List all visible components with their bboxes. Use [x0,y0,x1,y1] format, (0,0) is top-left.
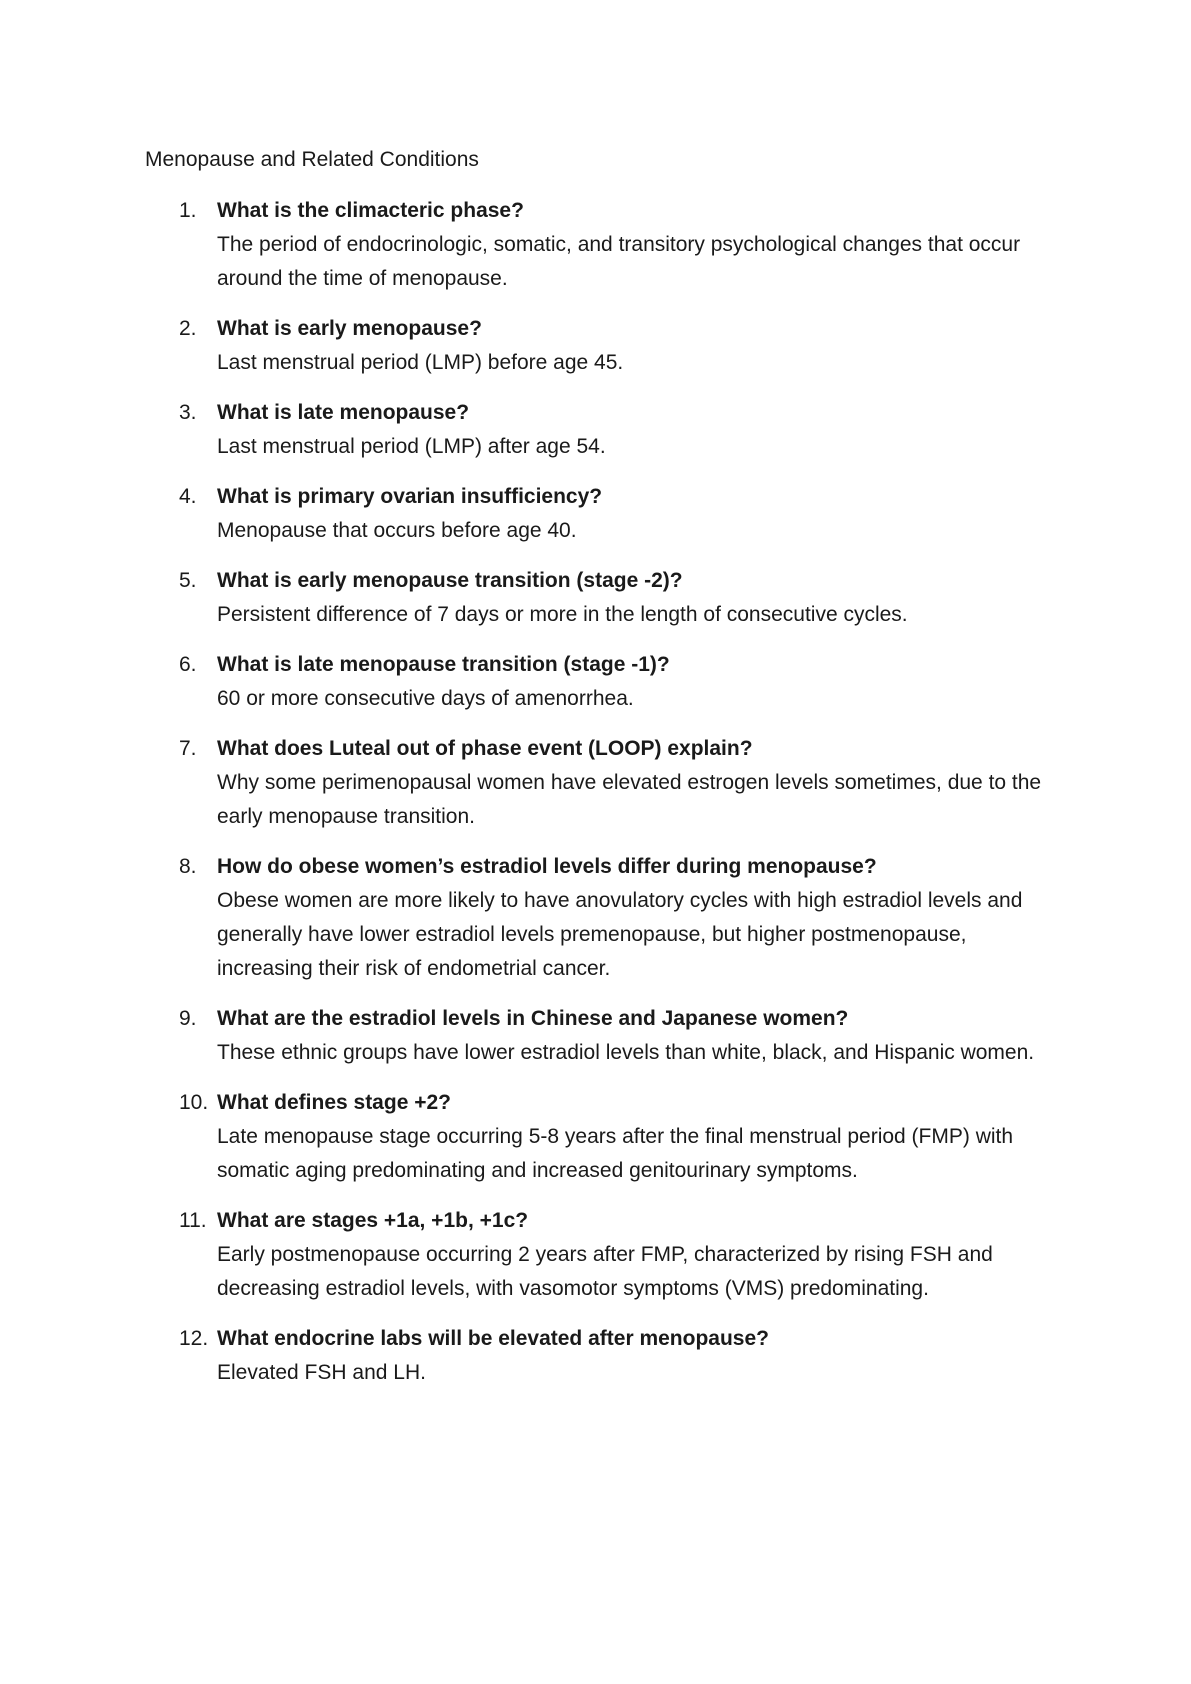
question-text: How do obese women’s estradiol levels differ during menopause? [217,855,877,878]
question-text: What is early menopause? [217,317,482,340]
list-item [0,312,1191,380]
item-number: 11. [179,1209,207,1232]
list-item [0,732,1191,834]
question-text: What defines stage +2? [217,1091,451,1114]
question-text: What endocrine labs will be elevated after menopause? [217,1327,769,1350]
list-item [0,480,1191,548]
question-text: What is primary ovarian insufficiency? [217,485,603,508]
answer-text: Early postmenopause occurring 2 years after FMP, characterized by rising FSH and decreasing estradiol levels, with vasomotor symptoms (VMS) predominating. [217,1243,993,1300]
answer-text: Obese women are more likely to have anovulatory cycles with high estradiol levels and generally have lower estradiol levels premenopause, but higher postmenopause, increasing their risk of endometrial cancer. [217,889,1023,980]
item-number: 9. [179,1007,197,1030]
list-item [0,1086,1191,1188]
list-item [0,194,1191,296]
answer-text: These ethnic groups have lower estradiol levels than white, black, and Hispanic women. [217,1041,1035,1064]
answer-text: Elevated FSH and LH. [217,1361,426,1384]
item-number: 3. [179,401,197,424]
answer-text: The period of endocrinologic, somatic, and transitory psychological changes that occur around the time of menopause. [217,233,1021,290]
item-number: 8. [179,855,197,878]
question-text: What are the estradiol levels in Chinese and Japanese women? [217,1007,849,1030]
item-number: 12. [179,1327,209,1350]
answer-text: Last menstrual period (LMP) after age 54. [217,435,606,458]
question-text: What does Luteal out of phase event (LOOP) explain? [217,737,753,760]
list-item [0,1204,1191,1306]
item-number: 1. [179,199,197,222]
list-item [0,850,1191,986]
question-text: What is the climacteric phase? [217,199,524,222]
list-item [0,648,1191,716]
answer-text: Persistent difference of 7 days or more in the length of consecutive cycles. [217,603,908,626]
item-number: 4. [179,485,197,508]
answer-text: Why some perimenopausal women have elevated estrogen levels sometimes, due to the early menopause transition. [217,771,1042,828]
item-number: 10. [179,1091,209,1114]
document-title: Menopause and Related Conditions [145,148,479,171]
answer-text: Menopause that occurs before age 40. [217,519,577,542]
answer-text: Last menstrual period (LMP) before age 45. [217,351,624,374]
item-number: 2. [179,317,197,340]
item-number: 7. [179,737,197,760]
question-text: What is early menopause transition (stage -2)? [217,569,683,592]
list-item [0,1002,1191,1070]
list-item [0,396,1191,464]
answer-text: Late menopause stage occurring 5-8 years after the final menstrual period (FMP) with somatic aging predominating and increased genitourinary symptoms. [217,1125,1014,1182]
item-number: 6. [179,653,197,676]
question-text: What is late menopause transition (stage -1)? [217,653,670,676]
item-number: 5. [179,569,197,592]
question-answer-list [0,194,1191,1406]
question-text: What are stages +1a, +1b, +1c? [217,1209,529,1232]
answer-text: 60 or more consecutive days of amenorrhea. [217,687,634,710]
question-text: What is late menopause? [217,401,470,424]
list-item [0,1322,1191,1390]
list-item [0,564,1191,632]
